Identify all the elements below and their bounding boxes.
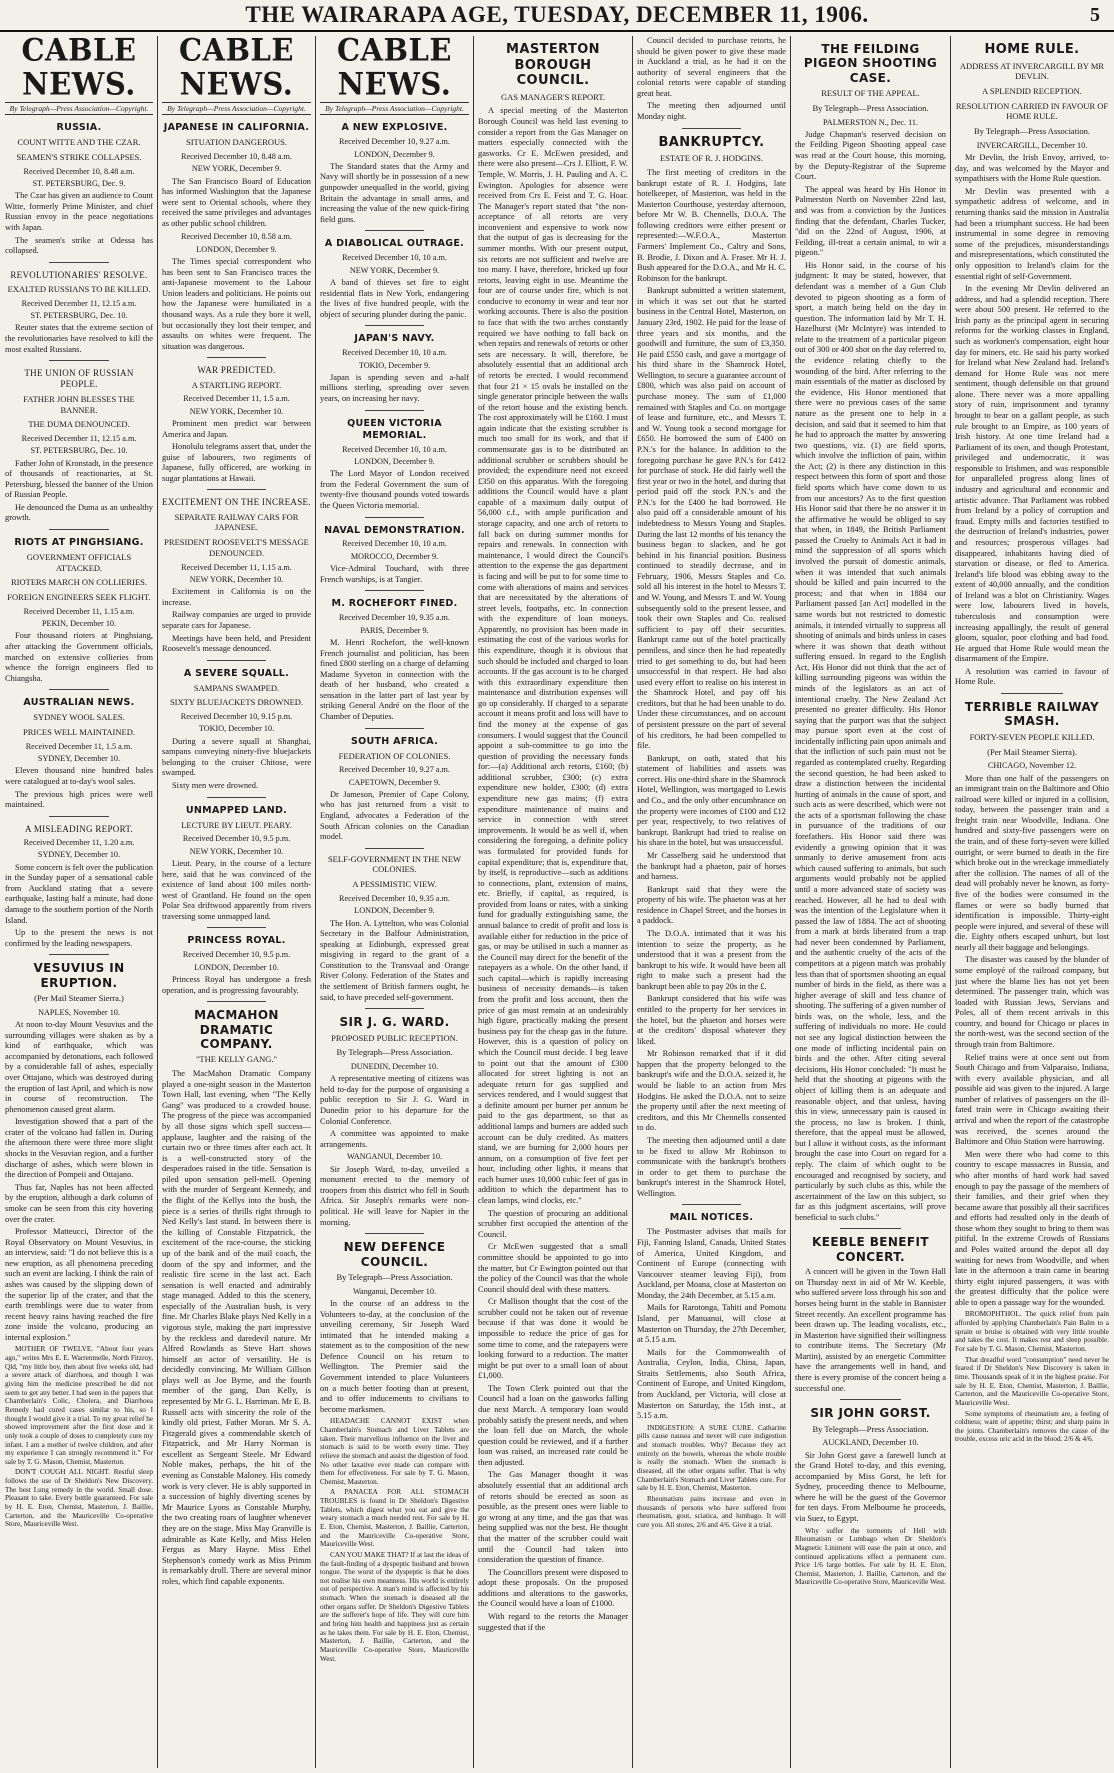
section-heading: KEEBLE BENEFIT CONCERT. — [812, 1235, 929, 1264]
masthead-title: THE WAIRARAPA AGE, TUESDAY, DECEMBER 11, 1906. — [245, 2, 869, 27]
paragraph: The Times special correspondent who has been sent to San Francisco traces the anti-Japanese movement to the Labour Union leaders and politicians. He points out how the Japanese were humiliated in a thousand ways. As a rule they bore it well, but occasionally they lost their temper, and assaults on whites were frequent. The situation was dangerous. — [162, 257, 311, 351]
dateline: Received December 10, 8.48 a.m. — [23, 166, 135, 176]
section-heading: JAPANESE IN CALIFORNIA. — [163, 122, 310, 134]
section-heading: PRINCESS ROYAL. — [187, 935, 286, 947]
city-line: ST. PETERSBURG, Dec. 10. — [30, 311, 128, 321]
paragraph: Dr Jameson, Premier of Cape Colony, who has just returned from a visit to England, advocates a Federation of the South African colonies on the Canadian model. — [320, 789, 469, 842]
dateline: Received December 11, 12.15 a.m. — [21, 433, 137, 443]
separator — [840, 1399, 900, 1400]
advertisement: BROMOPHTHOL. The quick relief from pain afforded by applying Chamberlain's Pain Balm to a sprain or bruise is obtained with very little trouble and takes the cost. It makes rest and sleep possible. For sale by T. G. Mason, Chemist, Masterton. — [955, 1310, 1109, 1354]
city-line: TOKIO, December 10. — [198, 724, 275, 734]
separator — [682, 1204, 742, 1205]
advertisement: A PANACEA FOR ALL STOMACH TROUBLES is found in Dr Sheldon's Digestive Tablets, which digest what you eat and give the weary stomach a much needed rest. For sale by H. E. Eton, Chemist, Masterton, J. Baillie, Carterton, and the Mauriceville Co-operative Store, Mauriceville West. — [320, 1488, 469, 1549]
sub-heading: ESTATE OF R. J. HODGINS. — [660, 153, 763, 164]
dateline: Received December 10, 9.35 a.m. — [339, 613, 450, 623]
section-heading: QUEEN VICTORIA MEMORIAL. — [347, 417, 442, 441]
advertisement: DON'T COUGH ALL NIGHT. Restful sleep follows the use of Dr Sheldon's New Discovery. The best Lung remedy in the world. Small dose. Pleasant to take. Every bottle guaranteed. For sale by H. E. Eton, Chemist, Masterton, J. Baillie, Carterton, and the Mauriceville Co-operative Store, Mauriceville West. — [5, 1468, 153, 1529]
paragraph: Relief trains were at once sent out from South Chicago and from Valparaiso, Indiana, with every available physician, and all possible aid was given to the injured. A large number of relatives of passengers on the ill-fated train were in Chicago awaiting their arrival and when the report of the catastrophe was received, the scenes around the Baltimore and Ohio Station were harrowing. — [955, 1052, 1109, 1147]
sub-heading: By Telegraph—Press Association. — [336, 1047, 453, 1058]
sub-heading: THE DUMA DENOUNCED. — [28, 419, 130, 430]
paragraph: Mails for the Commonwealth of Australia, Ceylon, India, China, Japan, Straits Settlements, also South Africa, Continent of Europe, and United Kingdom, from Auckland, per Victoria, will close at Masterton on Saturday, the 15th inst., at 5.15 a.m. — [637, 1347, 786, 1421]
paragraph: A representative meeting of citizens was held to-day for the purpose of organising a public reception to Sir J. G. Ward in Dunedin prior to his departure for the Colonial Conference. — [320, 1074, 469, 1126]
city-line: ST. PETERSBURG, Dec. 9. — [32, 178, 126, 188]
advertisement: That dreadful word "consumption" need never be feared if Dr Sheldon's New Discovery is taken in time. Thousands speak of it in the highest praise. For sale by H. E. Eton, Chemist, Masterton, J. Baillie, Carterton, and the Mauriceville Co-operative Store, Mauriceville West. — [955, 1355, 1109, 1407]
city-line: NEW YORK, December 10. — [189, 574, 284, 584]
city-line: CAPETOWN, December 9. — [348, 777, 441, 787]
column-rule — [950, 36, 951, 1768]
separator — [49, 529, 108, 530]
paragraph: The Town Clerk pointed out that the Council had a loan on the gasworks falling due next March. A temporary loan would probably satisfy the present needs, and when the loan fell due on March, the whole question could be reviewed, and if a further loan was raised, an increased rate could be then adjusted. — [478, 1383, 628, 1467]
section-heading: BANKRUPTCY. — [658, 134, 765, 150]
separator — [207, 1001, 267, 1002]
section-heading: NAVAL DEMONSTRATION. — [324, 524, 465, 536]
separator — [49, 360, 108, 361]
paragraph: During a severe squall at Shanghai, sampans conveying ninety-five bluejackets belonging to the cruiser Chitose, were swamped. — [162, 736, 311, 778]
paragraph: The first meeting of creditors in the bankrupt estate of R. J. Hodgins, late hotelkeeper, of Masterton, was held in the Masterton Courthouse, yesterday afternoon, before Mr W. B. Chennells, D.O.A. The following creditors were either present or represented:—W.F.O.A., Masterton Farmers' Implement Co., Caltry and Sons, B. Brodie, J. Dixon and A. Fraser. Mr H. J. Bush appeared for the D.O.A., and Mr H. C. Robinson for the bankrupt. — [637, 167, 786, 283]
paragraph: Excitement in California is on the increase. — [162, 587, 311, 607]
dateline: Received December 11, 1.5 a.m. — [183, 394, 290, 404]
paragraph: Lieut. Peary, in the course of a lecture here, said that he was convinced of the existence of land about 100 miles north-west of Grantland. He found on the open Polar Sea driftwood apparently from rivers traversing some unmapped land. — [162, 858, 311, 921]
paragraph: The D.O.A. intimated that it was his intention to seize the property, as he understood that it was a present from the bankrupt to his wife. It would have been all right to make such a present had the bankrupt been able to pay 20s in the £. — [637, 928, 786, 991]
paragraph: In the course of an address to the Volunteers to-day, at the conclusion of the unveiling ceremony, Sir Joseph Ward intimated that he intended making a statement as to the composition of the new Defence Council on his return to Wellington. The Premier said the Government intended to place Volunteers on a much better footing than at present, and to offer inducements to civilians to become marksmen. — [320, 1298, 469, 1414]
city-line: PEKIN, December 10. — [41, 619, 117, 629]
paragraph: Professor Matteucci, Director of the Royal Observatory on Mount Vesuvius, in an interview, said: "I do not believe this is a new eruption, as all phenomena preceding such an event are lacking. I think the rain of ashes was caused by the slipping down of the superior lip of the crater, and that the earth tremblings were due to water from recent heavy rains having reached the fire zone inside the volcano, producing an internal explosion." — [5, 1227, 153, 1342]
separator — [365, 1008, 425, 1009]
city-line: NAPLES, November 10. — [38, 1007, 120, 1017]
paragraph: Mr Robinson remarked that if it did happen that the property belonged to the bankrupt's wife and the D.O.A. seized it, he would be liable to an action from Mrs Hodgins. He asked the D.O.A. not to seize the property until after the next meeting of creditors, and this Mr Chennells consented to do. — [637, 1049, 786, 1133]
sub-heading: PRICES WELL MAINTAINED. — [23, 727, 135, 738]
column-1 — [5, 36, 153, 1766]
sub-heading: (Per Mail Steamer Sierra.) — [34, 993, 124, 1004]
paragraph: The Councillors present were disposed to adopt these proposals. On the proposed additions and alterations to the gasworks, the Council would have a loan of £1000. — [478, 1567, 628, 1609]
column-5 — [637, 36, 786, 1766]
sub-heading: SYDNEY WOOL SALES. — [33, 712, 125, 723]
paragraph: The previous high prices were well maintained. — [5, 789, 153, 810]
section-heading: VESUVIUS IN ERUPTION. — [33, 961, 125, 990]
separator — [365, 410, 425, 411]
advertisement: INDIGESTION: A SURE CURE. Catharine pills cause nausea and never will cure indigestion and stomach troubles. Why? Because they act entirely on the bowels, whereas the whole trouble is really the stomach. When the stomach is diseased, all the other organs suffer. That is why Chamberlain's Stomach and Liver Tablets cure. For sale by H. E. Eton, Chemist, Masterton. — [637, 1423, 786, 1493]
section-heading: A SEVERE SQUALL. — [183, 667, 290, 679]
dateline: Received December 10, 9.27 a.m. — [339, 765, 450, 775]
advertisement: MOTHER OF TWELVE. "About four years ago," writes Mrs E. E. Warrenmelle, North Fitzroy, Qld, "my little boy, then about five weeks old, had a severe attack of diarrhoea, and though I was giving him the medicine prescribed he did not seem to get any better. I had seen in the papers that Chamberlain's Colic, Cholera, and Diarrhoea Remedy had cured cases similar to his, so I thought I would give it a trial. To my great relief he showed improvement after the first dose and it only took a couple of doses to completely cure my infant. I am a mother of twelve children, and after my experience I can strongly recommend it." For sale by T. G. Mason, Chemist, Masterton. — [5, 1345, 153, 1466]
city-line: NEW YORK, December 10. — [189, 846, 284, 856]
paragraph: Four thousand rioters at Pinghsiang, after attacking the Government officials, marched on extensive collieries from whence the foreign engineers fled to Chiangsha. — [5, 631, 153, 683]
section-heading: THE UNION OF RUSSIAN PEOPLE. — [24, 368, 134, 390]
sub-heading: PROPOSED PUBLIC RECEPTION. — [331, 1032, 458, 1043]
separator — [207, 489, 267, 490]
separator — [365, 230, 425, 231]
paragraph: The question of procuring an additional scrubber first occupied the attention of the Council. — [478, 1208, 628, 1239]
advertisement: Why suffer the torments of Hell with Rheumatism or Lumbago when Dr Sheldon's Magnetic Liniment will ease the pain at once, and continued applications effect a permanent cure. Price 1/6 large bottles. For sale by H. E. Eton, Chemist, Masterton, J. Baillie, Carterton, and the Mauriceville Co-operative Store, Mauriceville West. — [795, 1526, 946, 1587]
paragraph: Up to the present the news is not confirmed by the leading newspapers. — [5, 928, 153, 948]
separator — [49, 689, 108, 690]
paragraph: He denounced the Duma as an unhealthy growth. — [5, 502, 153, 523]
paragraph: Some concern is felt over the publication in the Sunday paper of a sensational cable from Auckland stating that a severe earthquake, lasting half a minute, had done damage to the southern portion of the North Island. — [5, 862, 153, 925]
dateline: Received December 10, 10 a.m. — [342, 444, 447, 454]
sub-heading: FATHER JOHN BLESSES THE BANNER. — [23, 393, 135, 415]
paragraph: Thus far, Naples has not been affected by the eruption, although a dark column of smoke can be seen from this city hovering over the crater. — [5, 1182, 153, 1224]
section-heading: TERRIBLE RAILWAY SMASH. — [964, 700, 1100, 729]
city-line: ST. PETERSBURG, Dec. 10. — [30, 446, 128, 456]
section-heading: MASTERTON BOROUGH COUNCIL. — [506, 42, 600, 89]
city-line: LONDON, December 10. — [194, 962, 279, 972]
section-heading: A NEW EXPLOSIVE. — [341, 122, 448, 134]
paragraph: Princess Royal has undergone a fresh operation, and is progressing favourably. — [162, 975, 311, 995]
sub-heading: By Telegraph—Press Association. — [336, 1271, 453, 1282]
paragraph: A band of thieves set fire to eight residential flats in New York, endangering the lives of five hundred people, with the object of securing plunder during the panic. — [320, 277, 469, 319]
section-heading: MACMAHON DRAMATIC COMPANY. — [194, 1008, 279, 1051]
byline: By Telegraph—Press Association—Copyright. — [162, 102, 311, 115]
sub-heading: FEDERATION OF COLONIES. — [338, 750, 451, 761]
sub-heading: SITUATION DANGEROUS. — [185, 137, 288, 148]
section-heading: M. ROCHEFORT FINED. — [331, 598, 458, 610]
section-heading: REVOLUTIONARIES' RESOLVE. — [10, 269, 148, 280]
paragraph: A special meeting of the Masterton Borough Council was held last evening to consider a report from the Gas Manager on matters especially connected with the gasworks. Cr E. McEwen presided, and there were also present—Crs J. Elliott, F. W. Temple, W. Morris, J. H. Pauling and A. C. Ewington. Apologies for absence were received from Crs E. Feist and T. G. Hoar. The Manager's report stated that "the non-acceptance of all retorts are very inconvenient and expensive to work now that the output of gas is decreasing for the summer months. With our present output, six retorts are not sufficient and twelve are too many. I have, therefore, bricked up four retorts, leaving eight in use. Meantime the four are of course under fire, which is not conducive to economy in wear and tear nor working accounts. There is also the position to face that with the two arches constantly required we have nothing to fall back on when repairs and renewals of retorts or other sets are necessary. It will, therefore, be absolutely essential that an additional arch of retorts be erected. I would recommend that four 21 × 15 ovals be installed on the single generator principle between the walls of the retort house and the existing bench. The cost approximately will be £160. I must again indicate that the existing scrubber is much too small for its work, and that if commensurate gas is to be distributed an additional scrubber or scrubbers should be provided; the expenditure need not exceed £350 on this apparatus. With the foregoing additions the Council would have a plant capable of a maximum daily output of 56,000 c.f., with ample purification and storage capacity, and one arch of retorts to fall back on during summer months for repairs and renewals. In connection with maintenance, I would direct the Council's attention to the expense the gas department is facing and will be put to for some time to come with alterations of mains and services that are necessitated by the alterations of street levels, footpaths, etc. In connection with the expenditure of loan moneys. Apparently, no provision has been made in estimating the cost of the various works for this expenditure, though it is obvious that such should be included and charged to loan accounts. If the gas account is to be charged with this extraordinary expenditure then maintenance and distribution expenses will go up considerably. If charged to a separate account it means profit and loss will have to find the money at the expense of gas consumers. I would suggest that the Council appoint a sub-committee to go into the question of providing the necessary funds for:—(a) Additional arch retorts, £160; (b) additional scrubber, £300; (c) extra expenditure new holder, £300; (d) extra expenditure new gas mains; (f) extra expenditure maintenance of mains and service in connection with street improvements. It would be as well if, when considering the foregoing, a definite policy was formulated for provided funds for capital expenditure; that is, expenditure that, by itself, is reproductive—such as additions to connections, plant, extension of mains, etc. Briefly, if capital, as required, is provided from loans or rates, with a sinking fund for gradually extinguishing same, the annual balance to credit of profit and loss is available either for reduction in the price of gas, or may be utilised in such a manner as the Council may direct for the benefit of the ratepayers as a whole. On the other hand, if such capital—which is rapidly increasing business of necessity demands—is taken from the profit and loss account, then the price of gas must remain at an undesirably high figure, practically making the present business pay for the cheap gas in the future. However, this is a question of policy on which the Council must decide. I beg leave to point out that the amount of £300 allocated for street lighting is not an adequate return for gas supplied and services rendered, and I would suggest that a definite amount per burner per annum be paid to the gas department, so that as additional lamps and burners are added such account can be duly credited. As matters stand, we are burning for 2,000 hours per annum, on a consumption of five feet per hour, including other lights, it means that each burner uses 10,000 cubic feet of gas in addition to which the department has to clean lamps, wind clocks, etc." — [478, 106, 628, 1206]
separator — [365, 728, 425, 729]
paragraph: The meeting then adjourned until Monday night. — [637, 101, 786, 122]
byline: By Telegraph—Press Association. — [812, 1423, 929, 1434]
dateline: Received December 10, 9.5 p.m. — [182, 834, 291, 844]
paragraph: Sir Joseph Ward, to-day, unveiled a monument erected to the memory of troopers from this district who fell in South Africa. Sir Joseph's remarks were non-political. He will leave for Napier in the morning. — [320, 1164, 469, 1227]
sub-heading: RIOTERS MARCH ON COLLIERIES. — [10, 577, 147, 588]
section-heading: SIR J. G. WARD. — [339, 1015, 450, 1030]
city-line: INVERCARGILL, December 10. — [976, 140, 1088, 150]
section-heading: JAPAN'S NAVY. — [354, 333, 435, 345]
column-3 — [320, 36, 469, 1766]
city-line: AUCKLAND, December 10. — [822, 1438, 919, 1448]
section-heading: RUSSIA. — [56, 122, 102, 134]
column-rule — [157, 36, 158, 1768]
sub-heading: GOVERNMENT OFFICIALS ATTACKED. — [26, 552, 132, 573]
city-line: PARIS, December 9. — [360, 625, 429, 635]
paragraph: The seamen's strike at Odessa has collapsed. — [5, 235, 153, 256]
separator — [365, 1233, 425, 1234]
paragraph: Mr Devlin was presented with a sympathetic address of welcome, and in returning thanks said the mission in Australia had been a triumphant success. He had been instrumental in some degree in removing some of the prejudices, misunderstandings and misrepresentations, which constituted the only opposition to Ireland's claim for the essential right of self-Government. — [955, 186, 1109, 281]
byline: By Telegraph—Press Association. — [812, 102, 929, 113]
sub-heading: A PESSIMISTIC VIEW. — [352, 879, 437, 890]
section-heading: AUSTRALIAN NEWS. — [23, 697, 135, 709]
paragraph: With regard to the retorts the Manager suggested that if the — [478, 1612, 628, 1632]
paragraph: The San Francisco Board of Education has informed Washington that the Japanese were sent to Oriental schools, where they received the same privileges and advantages as other public school children. — [162, 176, 311, 228]
paragraph: The MacMahon Dramatic Company played a one-night season in the Masterton Town Hall, last evening, when "The Kelly Gang" was produced to a crowded house. The progress of the piece was accompanied by all those signs which spell success—applause, laughter and the raising of the curtain two or three times after each act. It is a well-constructed story of the desperadoes raised in the title. Sensation is piled upon sensation pell-mell. Opening with the murder of Sergeant Kennedy, and the flight of the Kellys into the bush, the piece is a series of thrills right through to Ned Kelly's last stand. In between there is the killing of Constable Fitzpatrick, the excitement of the race-course, the sticking up of the bank and of the mail coach, the doom of the spy and informer, and the realistic fire scene in the last act. Each sensation is well enacted and admirably stage managed. Added to this the scenery, especially of the Australian bush, is very fine. Mr Charles Blake plays Ned Kelly in a vigorous style, making the part impressive by the reckless and daredevil nature. Mr Alfred Rowlands as Steve Hart shows himself an actor of versatility. He is decidedly convincing. Mr William Gillson plays well as Joe Byrne, and the fourth member of the gang, Dan Kelly, is represented by Mr G. L. Harriman. Mr E. B. Russell acts with sincerity the role of the kindly old priest, Father Moran. Mr S. A. Fitzgerald gives a commendable sketch of Fitzpatrick, and Mr Harry Norman is excellent as Sergeant Steele. Mr Edward Noble makes, perhaps, the hit of the evening as Constable Maloney. His comedy work is very clever. He is ably supported in a succession of highly diverting scenes by Mr Maurice Lyons as Constable Murphy, the two creating roars of laughter whenever they are on the stage. Miss May Granville is admirable as Kate Kelly, and Miss Helen Fergus as Mary Hayne. Miss Ethel Stephenson's comedy work as Miss Primm is remarkably droll. There are several minor roles, which find capable exponents. — [162, 1069, 311, 1586]
dateline: Received December 10, 10 a.m. — [342, 253, 447, 263]
paragraph: Mr Devlin, the Irish Envoy, arrived, to-day, and was welcomed by the Mayor and sympathisers with the Home Rule question. — [955, 153, 1109, 184]
sub-heading: COUNT WITTE AND THE CZAR. — [17, 137, 141, 148]
section-heading: THE FEILDING PIGEON SHOOTING CASE. — [803, 42, 938, 85]
separator — [49, 262, 108, 263]
masthead — [0, 0, 1114, 32]
sub-heading: FOREIGN ENGINEERS SEEK FLIGHT. — [7, 592, 151, 603]
dateline: Received December 11, 1.15 a.m. — [181, 562, 292, 572]
separator — [840, 1228, 900, 1229]
city-line: SYDNEY, December 10. — [37, 850, 121, 860]
sub-heading: PRESIDENT ROOSEVELT'S MESSAGE DENOUNCED. — [164, 537, 309, 558]
sub-heading: SIXTY BLUEJACKETS DROWNED. — [169, 697, 304, 708]
section-heading: A MISLEADING REPORT. — [24, 823, 134, 834]
paragraph: Investigation showed that a part of the crater of the volcano had fallen in. During the afternoon there were three more slight shocks in the Vesuvian region, and a further discharge of ashes, which were blown in the direction of Pompeii and Ottajano. — [5, 1117, 153, 1180]
column-heading: CABLE NEWS. — [178, 36, 295, 102]
sub-heading: SELF-GOVERNMENT IN THE NEW COLONIES. — [327, 853, 462, 875]
sub-heading: A STARTLING REPORT. — [191, 379, 282, 390]
paragraph: Prominent men predict war between America and Japan. — [162, 418, 311, 439]
paragraph: Cr Mallison thought that the cost of the scrubber could not be taken out of revenue because if that was done it would be impossible to reduce the price of gas for some time to come, and the ratepayers were looking forward to a reduction. The matter might be put over to a small loan of about £1,000. — [478, 1297, 628, 1381]
separator — [365, 325, 425, 326]
dateline: Received December 10, 8.48 a.m. — [181, 151, 292, 161]
byline: By Telegraph—Press Association—Copyright. — [320, 102, 469, 115]
dateline: Received December 11, 1.20 a.m. — [23, 838, 135, 848]
section-heading: EXCITEMENT ON THE INCREASE. — [162, 497, 311, 508]
paragraph: Railway companies are urged to provide separate cars for Japanese. — [162, 610, 311, 630]
advertisement: Rheumatism pains increase and even in thousands of persons who have suffered from rheumatism, gout, sciatica, and lumbago. It will cure you. All stores, 2/6 and 4/6. Give it a trial. — [637, 1494, 786, 1529]
city-line: LONDON, December 9. — [354, 149, 435, 159]
paragraph: His Honor said, in the course of his judgment: It may be stated, however, that defendant was a member of a Gun Club devoted to pigeon shooting as a form of sport, a match being held on the day in question. The information laid by Mr T. H. Hazelhurst (Mr McIntyre) was intended to relate to the treatment of a particular pigeon out of 300 or 400 shot on the day referred to, the evidence relating chiefly to the wounding of the bird. After referring to the main essentials of the matter as disclosed by the evidence, His Honor mentioned that there were no previous cases of the same nature as the present one to help in a decision, and said that it seemed to him that he had to approach the matter by answering two questions, viz. (1) are field sports, which involve the infliction of pain, within the Act; (2) is there any distinction in this respect between this form of sport and those field sports which have come down to us from our ancestors? As to the first question His Honor said that there be no answer it in the affirmative he would be obliged to say that when, in 1849, the British Parliament passed the Cruelty to Animals Act it had in mind the suppression of all sports which involved the pursuit of domestic animals, when it was intended that such animals should be killed and pain incurred to the process; and that when in 1884 our Parliament passed [an Act] modelled in the same words but not restricted to domestic animals, it intended virtually to suppress all shooting of animals and birds unless in cases where it was shown that death without suffering ensued. In regard to the English Act, His Honor did not think that the act of killing surrounding pigeons was within the minds of the legislators as an act of intentional cruelty. The New Zealand Act presented no greater difficulty. His Honor saying that the purport was that the subject may pursue sport even at the cost of incidentally inflicting pain upon animals and that the infliction of such pain must not be regarded as contemplated cruelty. Regarding the second question, he had been asked to draw a distinction between the incidental hurting of animals in the cause of sport, and such acts as were described, which were not the acts of a sportsman following the chase in pursuance of the traditions of our forefathers. His Honor said there was evidently a growing opinion that it was unmanly to derive amusement from acts which caused suffering to animals, but such arguments would probably not be applied until a more advanced state of society was reached. However, all he had to deal with was the intention of the Legislature when it passed the law of 1884. The act of shooting from a mark at birds liberated from a trap had never been condemned by Parliament, and the authentic cruelty of the acts of the competitors at a pigeon match was probably less than that of sportsmen shooting an equal number of birds in the field, as there was a higher average of skill and less chance of shooting. The suffering of a given number of birds was, on the whole, less, and the suffering of individuals no more. He could not see any logical distinction between the one mode of inflicting incidental pain on birds and the other. After citing several decisions, His Honor concluded: "It must be held that the shooting at pigeons with the object of killing them is an adequate and reasonable object, and that unless, having this in view, unnecessary pain is caused in the process, no law is broken. I think, therefore, that the appeal must be allowed, but I allow it without costs, as the informant brought the case into Court on regard for a reply. The claim of which ought to be encouraged and recognised by society, and particularly by such clubs as this, while the ascertainment of the law on this subject, so far as this judgment ascertains, will prove beneficial to such clubs." — [795, 260, 946, 1222]
column-6 — [795, 36, 946, 1766]
column-2 — [162, 36, 311, 1766]
sub-heading: GAS MANAGER'S REPORT. — [500, 91, 606, 102]
sub-heading: (Per Mail Steamer Sierra). — [987, 746, 1077, 757]
paragraph: Council decided to purchase retorts, he should be given power to give these made in Auckland a trial, as he had it on the authority of several engineers that the colonial retorts were capable of standing great heat. — [637, 36, 786, 98]
sub-heading: SAMPANS SWAMPED. — [193, 682, 280, 693]
dateline: Received December 11, 1.5 a.m. — [25, 741, 133, 751]
paragraph: Bankrupt said that they were the property of his wife. The phaeton was at her residence in Chapel Street, and the horses in a paddock. — [637, 884, 786, 926]
sub-heading: RESULT OF THE APPEAL. — [821, 88, 920, 99]
city-line: SYDNEY, December 10. — [37, 754, 121, 764]
paragraph: A concert will be given in the Town Hall on Thursday next in aid of Mr W. Keeble, who suffered severe loss through his son and horses being burnt in the stable in Bannister Street recently. An excellent programme has been drawn up. The leading vocalists, etc., in Masterton have signified their willingness to contribute items. The Secretary (Mr Martin), assisted by an energetic Committee have the arrangements well in hand, and there is every promise of the concert being a successful one. — [795, 1267, 946, 1393]
city-line: PALMERSTON N., Dec. 11. — [823, 117, 918, 127]
column-rule — [790, 36, 791, 1768]
dateline: Received December 10, 9.35 a.m. — [339, 893, 450, 903]
column-rule — [632, 36, 633, 1768]
paragraph: Sixty men were drowned. — [172, 781, 259, 791]
dateline: Received December 10, 9.5 p.m. — [182, 950, 291, 960]
dateline: Received December 10, 9.27 a.m. — [339, 137, 450, 147]
paragraph: In the evening Mr Devlin delivered an address, and had a splendid reception. There were about 500 present. He referred to the Irish party as the principal agent in securing reforms for the working classes in England, such as workmen's compensation, eight hour day for miners, etc. He said his party worked for Ireland what New Zealand had. Ireland's demand for Home Rule was not mere sentiment, though defensible on that ground alone. There never was a more appalling story of ruin, imprisonment and tyranny brought to bear on a gallant people, as such rule brought to an Empire, as 100 years of Irish history. At one time Ireland had a Parliament of its own, and though Protestant, privileged and undemocratic, it was responsible to Irishmen, and was responsible for unparalleled progress along lines of industry and agricultural and economic and artistic advance. That Parliament was robbed from Ireland by a policy of corruption and fraud. Empty mills and factories testified to the destruction of Ireland's industries, power and resources; prosperous villages had disappeared, inhabitants having died of starvation or disease, or fled to America. Ireland's life blood was ebbing away to the extent of 40,000 annually, and the condition of Ireland was a blot on Christianity. Wages were low, labourers lived in hovels, tuberculosis and consumption were increasing appallingly, the result of general gloom, squalor, poor clothing and bad food. He argued that Home Rule would mean the disarmament of the Empire. — [955, 284, 1109, 664]
separator — [207, 660, 267, 661]
column-heading: CABLE NEWS. — [336, 36, 453, 102]
paragraph: Father John of Kronstadt, in the presence of thousands of reactionaries, at St. Petersburg, blessed the banner of the Union of Russian People. — [5, 458, 153, 500]
section-heading: HOME RULE. — [984, 42, 1080, 57]
section-heading: A DIABOLICAL OUTRAGE. — [324, 238, 465, 250]
paragraph: Mr Casselberg said he understood that the bankrupt had a phaeton, pair of horses and harness. — [637, 850, 786, 882]
sub-heading: EXALTED RUSSIANS TO BE KILLED. — [7, 284, 151, 295]
paragraph: Men were there who had come to this country to escape massacres in Russia, and who after months of hard work had saved enough to pay the passage of the members of their families, and their grief when they became aware that possibly all their sacrifices and efforts had resulted only in the death of those whom they sought to bring to them was pitiful. In the extreme Crowds of Russians and Poles waited around the depot all day waiting for news from Woodville, and when late in the afternoon a train came in bearing thirty eight injured passengers, it was with the greatest difficulty that the police were able to open a passage way for the wounded. — [955, 1149, 1109, 1307]
section-heading: UNMAPPED LAND. — [185, 804, 288, 816]
paragraph: The Hon. A. Lyttelton, who was Colonial Secretary in the Balfour Administration, speaking at Edinburgh, expressed great misgiving in regard to the grant of a Constitution to the Transvaal and Orange River Colony. Federation of the States and the settlement of British farmers ought, he said, to have preceded self-government. — [320, 918, 469, 1002]
paragraph: A resolution was carried in favour of Home Rule. — [955, 666, 1109, 687]
section-heading: MAIL NOTICES. — [669, 1212, 754, 1224]
sub-heading: "THE KELLY GANG." — [195, 1054, 278, 1065]
separator — [1001, 693, 1063, 694]
paragraph: Honolulu telegrams assert that, under the guise of labourers, two regiments of Japanese, fully officered, are working in sugar plantations at Hawaii. — [162, 442, 311, 483]
paragraph: At noon to-day Mount Vesuvius and the surrounding villages were shaken as by a kind of earthquake, which was accompanied by detonations, each followed by a considerable fall of ashes, especially over Ottajano, which was destroyed during the eruption of last April, and which is now in course of reconstruction. The phenomenon caused great alarm. — [5, 1020, 153, 1114]
sub-heading: LECTURE BY LIEUT. PEARY. — [181, 819, 292, 830]
paragraph: The Standard states that the Army and Navy will shortly be in possession of a new gunpowder unequalled in the world, giving Britain the advantage in small arms, and increasing the value of the new quick-firing field guns. — [320, 161, 469, 224]
paragraph: Eleven thousand nine hundred bales were catalogued at to-day's wool sales. — [5, 766, 153, 786]
paragraph: Vice-Admiral Touchard, with three French warships, is at Tangier. — [320, 564, 469, 584]
city-line: DUNEDIN, December 10. — [350, 1061, 439, 1071]
dateline: Received December 10, 9.15 p.m. — [180, 712, 293, 722]
city-line: TOKIO, December 9. — [358, 360, 431, 370]
sub-heading: ADDRESS AT INVERCARGILL BY MR DEVLIN. — [959, 60, 1105, 82]
separator — [365, 517, 425, 518]
sub-heading: SEPARATE RAILWAY CARS FOR JAPANESE. — [174, 511, 299, 533]
city-line: LONDON, December 9. — [354, 906, 435, 916]
city-line: WANGANUI, December 10. — [346, 1152, 443, 1162]
paragraph: Bankrupt submitted a written statement, in which it was set out that he started business in the Central Hotel, Masterton, on January 23rd, 1902. He paid for the lease of three years and six months, and the goodwill and furniture, the sum of £3,350. He paid £550 cash, and gave a mortgage of his third share in the Shamrock Hotel, Wellington, to secure a guarantee account of £800, which was also paid on account of purchase money. The sum of £1,000 remained with Staples and Co. on mortgage of lease and furniture, etc., and Messrs T. and W. Young took a second mortgage for £650. He borrowed the sum of £400 on P.N.'s for the balance. In addition to the foregoing purchase he gave P.N.'s for £412 for purchase of stock. He did fairly well the first year or two in the hotel, and during that period paid off the stock P.N.'s and the P.N.'s for the £400 he had borrowed. He also paid off a considerable amount of his indebtedness to Messrs Young and Staples. During the last 12 months of his tenancy the business began to slacken, and he got behind in his financial position. Business continued to steadily decrease, and in February, 1906, Messrs Staples and Co. sold all his interest in the hotel to Messrs T. and W. Young, and Messrs T. and W. Young subsequently sold to the present lessee, and took their own Staples and Co. realised sufficient to pay off their securities. Bankrupt came out of the hotel practically penniless, and since then he had repeatedly tried to get something to do, but had been unsuccessful in that respect. He had also used every effort to realise on his interest in the Shamrock Hotel, and pay off his creditors, but that he had been unable to do. Under these circumstances, and on account of persistent pressure on the part of several of his creditors, he had been compelled to file. — [637, 286, 786, 751]
separator — [365, 848, 425, 849]
byline: By Telegraph—Press Association. — [973, 126, 1091, 137]
dateline: Received December 11, 12.15 a.m. — [21, 298, 137, 308]
city-line: LONDON, December 9. — [354, 456, 435, 466]
sub-heading: RESOLUTION CARRIED IN FAVOUR OF HOME RULE. — [955, 100, 1109, 122]
page-number: 5 — [1090, 4, 1100, 26]
sub-heading: FORTY-SEVEN PEOPLE KILLED. — [969, 731, 1095, 742]
separator — [49, 954, 108, 955]
paragraph: The Lord Mayor of London received from the Federal Government the sum of twenty-five thousand pounds voted towards the Queen Victoria memorial. — [320, 469, 469, 510]
column-heading: CABLE NEWS. — [21, 36, 137, 102]
separator — [207, 927, 267, 928]
section-heading: NEW DEFENCE COUNCIL. — [343, 1240, 446, 1269]
separator — [49, 816, 108, 817]
paragraph: The Czar has given an audience to Count Witte, formerly Prime Minister, and chief Russian envoy in the peace negotiations with Japan. — [5, 191, 153, 232]
city-line: CHICAGO, November 12. — [987, 761, 1077, 771]
advertisement: HEADACHE CANNOT EXIST when Chamberlain's Stomach and Liver Tablets are taken. Their marvellous influence on the liver and stomach is said to be worth every time. They relieve the stomach and assist the digestion of food. No other laxative ever made can compare with them for effectiveness. For sale by T. G. Mason, Chemist, Masterton. — [320, 1417, 469, 1486]
paragraph: Bankrupt considered that his wife was entitled to the property for her services in the hotel, but the phaeton and horses were at the creditors' disposal whatever they liked. — [637, 994, 786, 1046]
dateline: Received December 10, 8.58 a.m. — [181, 232, 292, 242]
paragraph: The appeal was heard by His Honor in Palmerston North on November 22nd last, and was from a conviction by the Justices finding that the defendant, Charles Tucker, "did on the 22nd of August, 1906, at Feilding, ill-treat a certain animal, to wit a pigeon." — [795, 184, 946, 258]
advertisement: CAN YOU MAKE THAT? If at last the ideas of the fault-finding of a dyspeptic husband and brown tongue. The worst of the dyspeptic is that he does not realise his own meanness. His world is entirely out of perspective. A man's mind is affected by his stomach. When the stomach is diseased all the other organs suffer. Dr Sheldon's Digestive Tablets are the sufferer's hope of life. They will cure him and bring him health and happiness just as certain as he takes them. For sale by H. E. Eton, Chemist, Masterton, J. Baillie, Carterton, and the Mauriceville Co-operative Store, Mauriceville West. — [320, 1550, 469, 1663]
city-line: LONDON, December 9. — [196, 244, 277, 254]
paragraph: More than one half of the passengers on an immigrant train on the Baltimore and Ohio railroad were killed or injured in a collision, today, between the passenger train and a freight train near Woodville, Indiana. One hundred and sixty-five passengers were on the train, and of these forty-seven were killed outright, or were burned to death in the fire which broke out in the wreckage immediately after the collision. The names of all of the dead will probably never be known, as forty-five of the bodies were consumed in the flames or were so badly burned that identification is impossible. Thirty-eight people were injured, and several of these will die. Eighty others escaped unhurt, but lost nearly all their baggage and belongings. — [955, 773, 1109, 952]
dateline: Received December 10, 10 a.m. — [342, 539, 447, 549]
paragraph: The meeting then adjourned until a date to be fixed to allow Mr Robinson to communicate with the bankrupt's brothers in order to get them to purchase the bankrupt's interest in the Shamrock Hotel, Wellington. — [637, 1135, 786, 1198]
city-line: Wanganui, December 10. — [352, 1286, 436, 1296]
paragraph: M. Henri Rochefort, the well-known French journalist and politician, has been fined £800 sterling on a charge of defaming Madame Syveton in connection with the death of her husband, who created a sensation in the latter part of last year by striking General André on the floor of the Chamber of Deputies. — [320, 637, 469, 721]
city-line: NEW YORK, December 9. — [349, 265, 440, 275]
column-7 — [955, 36, 1109, 1766]
section-heading: SOUTH AFRICA. — [350, 735, 439, 747]
city-line: NEW YORK, December 10. — [189, 406, 284, 416]
paragraph: The Gas Manager thought it was absolutely essential that an additional arch of retorts should be erected as soon as possible, as the present ones were liable to go wrong at any time, and the gas that was being supplied was not the best. He thought that the matter of the scrubber could wait until the Council had taken into consideration the question of finance. — [478, 1470, 628, 1565]
section-heading: SIR JOHN GORST. — [810, 1406, 931, 1421]
column-rule — [473, 36, 474, 1768]
section-heading: RIOTS AT PINGHSIANG. — [14, 537, 144, 549]
city-line: MOROCCO, December 9. — [350, 551, 439, 561]
paragraph: Reuter states that the extreme section of the revolutionaries have resolved to kill the most exalted Russians. — [5, 323, 153, 354]
paragraph: Mails for Rarotonga, Tahiti and Pomotu Island, per Manuanui, will close at Masterton on Thursday, the 27th December, at 5.15 a.m. — [637, 1303, 786, 1345]
column-4 — [478, 36, 628, 1766]
separator — [207, 797, 267, 798]
section-heading: WAR PREDICTED. — [197, 365, 276, 376]
paragraph: Japan is spending seven and a-half millions sterling, spreading over seven years, on increasing her navy. — [320, 372, 469, 404]
paragraph: The Postmaster advises that mails for Fiji, Fanning Island, Canada, United States of America, United Kingdom, and Continent of Europe (connecting with Vancouver steamer leaving Fiji), from Auckland, per Moana, close at Masterton on Monday, the 24th December, at 5.15 a.m. — [637, 1227, 786, 1300]
dateline: Received December 10, 10 a.m. — [342, 348, 447, 358]
separator — [207, 357, 267, 358]
paragraph: Sir John Gorst gave a farewell lunch at the Grand Hotel to-day, and this evening, accompanied by Miss Gorst, he left for Sydney, proceeding thence to Melbourne, where he will be the guest of the Governor for ten days. From Melbourne he proceeds, via Suez, to Egypt. — [795, 1450, 946, 1524]
paragraph: The disaster was caused by the blunder of some employé of the railroad company, but just where the blame lies has not yet been determined. The passenger train, which was loaded with Russian Jews, Servians and Poles, all of them recent arrivals in this country, and bound for Chicago or places in the north-west, was the second section of the through train from Baltimore. — [955, 955, 1109, 1050]
sub-heading: A SPLENDID RECEPTION. — [982, 86, 1082, 96]
paragraph: Cr McEwen suggested that a small committee should be appointed to go into the matter, but Cr Ewington pointed out that the policy of the Council was that the whole Council should deal with these matters. — [478, 1242, 628, 1294]
advertisement: Some symptoms of rheumatism are, a feeling of coldness; want of appetite; thirst; and sharp pains in the joints. Chamberlain's removes the cause of the trouble, excess uric acid in the blood. 2/6 & 4/6. — [955, 1409, 1109, 1444]
sub-heading: SEAMEN'S STRIKE COLLAPSES. — [16, 151, 142, 162]
separator — [365, 590, 425, 591]
paragraph: Judge Chapman's reserved decision on the Feilding Pigeon Shooting appeal case was read at the Court house, this morning, by the Deputy-Registrar of the Supreme Court. — [795, 129, 946, 182]
dateline: Received December 11, 1.15 a.m. — [23, 606, 135, 616]
column-rule — [315, 36, 316, 1768]
paragraph: Meetings have been held, and President Roosevelt's message denounced. — [162, 633, 311, 654]
byline: By Telegraph—Press Association—Copyright. — [5, 102, 153, 115]
paragraph: A committee was appointed to make arrangements. — [320, 1129, 469, 1149]
paragraph: Bankrupt, on oath, stated that his statement of liabilities and assets was correct. His one-third share in the Shamrock Hotel, Wellington, was mortgaged to Lewis and Co., and the only other encumbrance on the property were incomes of £100 and £12 per year, respectively, to two relatives of bankrupt. Bankrupt had tried to realise on his share in the hotel, but was unsuccessful. — [637, 753, 786, 848]
separator — [682, 128, 742, 129]
city-line: NEW YORK, December 9. — [191, 164, 282, 174]
